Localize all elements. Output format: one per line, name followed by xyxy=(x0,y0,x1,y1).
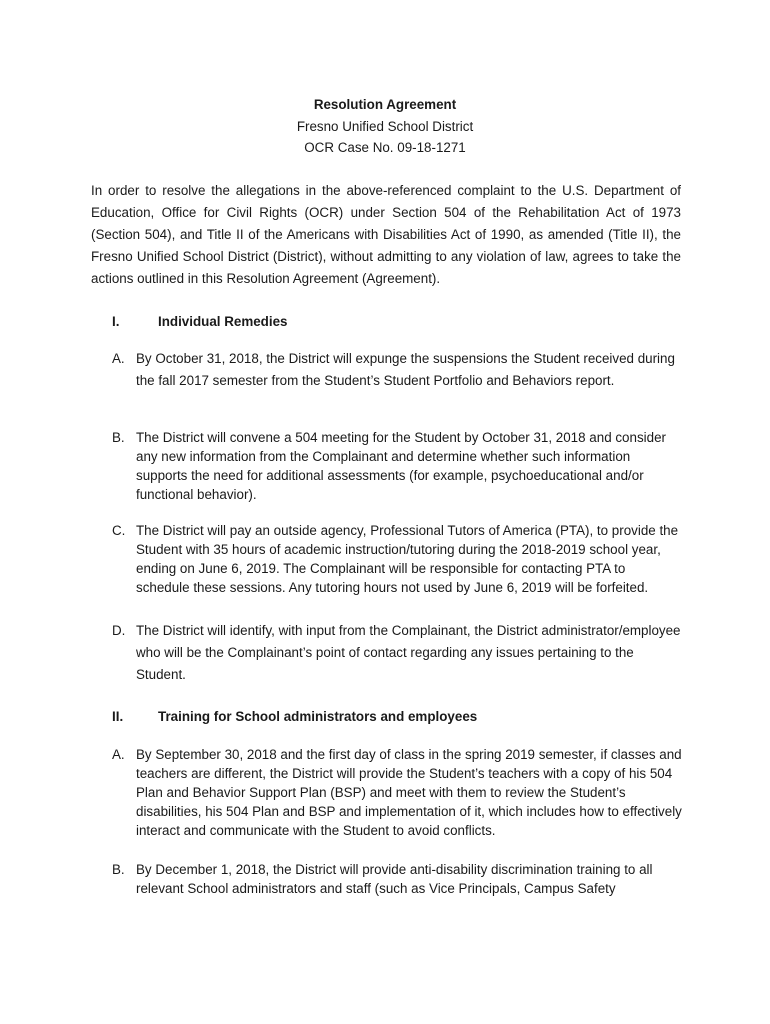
item-text: By September 30, 2018 and the first day of class in the spring 2019 semester, if classes and teachers are different, the District will provide the Student’s teachers with a copy of his 504 Plan and Behavior Support Plan (BSP) and meet with them to review the Student’s disabilities, his 504 Plan and BSP and implementation of it, which includes how to effectively interact and communicate with the Student to avoid conflicts. xyxy=(136,747,682,838)
document-title: Resolution Agreement xyxy=(313,97,457,112)
item-letter: B. xyxy=(112,430,125,445)
item-text: By December 1, 2018, the District will provide anti-disability discrimination training to all relevant School administrators and staff (such as Vice Principals, Campus Safety xyxy=(136,862,653,896)
item-letter: A. xyxy=(112,747,125,762)
list-item xyxy=(112,745,682,840)
item-letter: D. xyxy=(112,623,126,638)
section-title: Training for School administrators and employees xyxy=(158,709,478,724)
item-text: By October 31, 2018, the District will expunge the suspensions the Student received during the fall 2017 semester from the Student’s Student Portfolio and Behaviors report. xyxy=(136,351,675,388)
section-number: I. xyxy=(112,314,120,329)
item-letter: B. xyxy=(112,862,125,877)
item-text: The District will identify, with input from the Complainant, the District administrator/employee who will be the Complainant’s point of contact regarding any issues pertaining to the Student. xyxy=(136,623,681,682)
case-number: OCR Case No. 09-18-1271 xyxy=(304,140,466,155)
item-letter: C. xyxy=(112,523,126,538)
district-name: Fresno Unified School District xyxy=(296,118,474,134)
section-number: II. xyxy=(112,709,124,724)
intro-paragraph: In order to resolve the allegations in the above-referenced complaint to the U.S. Department of Education, Office for Civil Rights (OCR) under Section 504 of the Rehabilitation Act of 1973 (Section 504), and Title II of the Americans with Disabilities Act of 1990, as amended (Title II), the Fresno Unified School District (District), without admitting to any violation of law, agrees to take the actions outlined in this Resolution Agreement (Agreement). xyxy=(91,183,681,286)
section-title: Individual Remedies xyxy=(158,314,288,329)
list-item xyxy=(112,348,682,392)
list-item xyxy=(112,521,682,597)
item-letter: A. xyxy=(112,351,125,366)
list-item xyxy=(112,860,682,898)
list-item xyxy=(112,620,682,686)
document-header xyxy=(0,94,770,159)
item-text: The District will convene a 504 meeting for the Student by October 31, 2018 and consider any new information from the Complainant and determine whether such information supports the need for additional assessments (for example, psychoeducational and/or functional behavior). xyxy=(136,430,666,502)
item-text: The District will pay an outside agency, Professional Tutors of America (PTA), to provide the Student with 35 hours of academic instruction/tutoring during the 2018-2019 school year, ending on June 6, 2019. The Complainant will be responsible for contacting PTA to schedule these sessions. Any tutoring hours not used by June 6, 2019 will be forfeited. xyxy=(136,523,679,595)
list-item xyxy=(112,428,682,504)
